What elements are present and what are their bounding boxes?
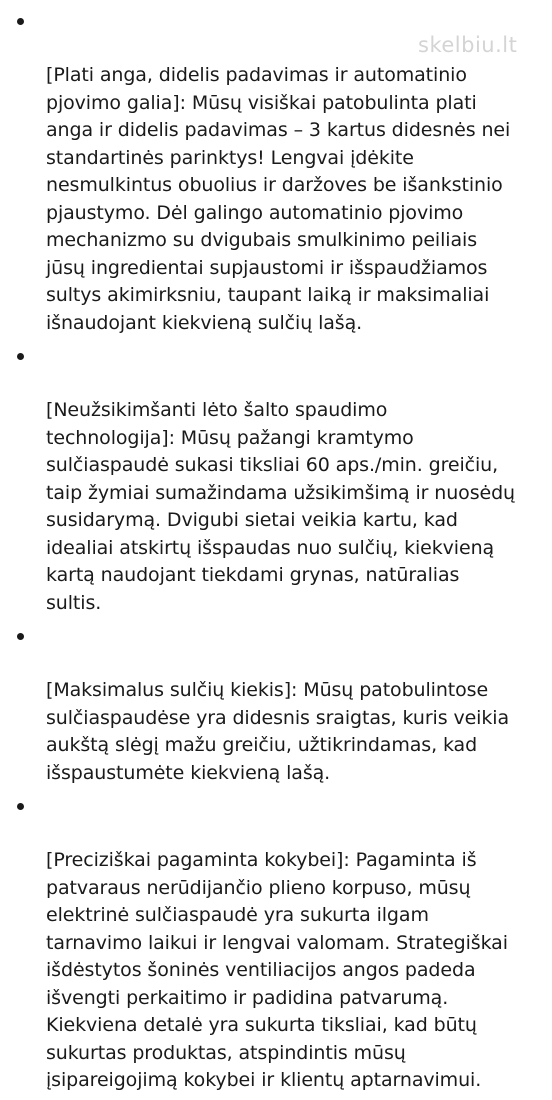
- list-item-text: [Neužsikimšanti lėto šalto spaudimo technologija]: Mūsų pažangi kramtymo sulčiaspaudė sukasi tiksliai 60 aps./min. greičiu, taip žymiai sumažindama užsikimšimą ir nuosėdų susidarymą. Dvigubi sietai veikia kartu, kad idealiai atskirtų išspaudas nuo sulčių, kiekvieną kartą naudojant tiekdami grynas, natūralias sultis.: [46, 399, 515, 614]
- list-item-quality: [0, 792, 552, 1095]
- bullet-dot-icon: [17, 353, 24, 360]
- list-item-max-yield: [0, 622, 552, 787]
- list-item-text: [Maksimalus sulčių kiekis]: Mūsų patobulintose sulčiaspaudėse yra didesnis sraigtas, kuris veikia aukštą slėgį mažu greičiu, užtikrindamas, kad išspaustumėte kiekvieną lašą.: [46, 679, 509, 784]
- list-item-cold-press: [0, 342, 552, 617]
- feature-bullet-list: [0, 7, 552, 1100]
- bullet-dot-icon: [17, 633, 24, 640]
- bullet-dot-icon: [17, 803, 24, 810]
- list-item-wide-chute: [0, 7, 552, 337]
- list-item-text: [Plati anga, didelis padavimas ir automatinio pjovimo galia]: Mūsų visiškai patobulinta plati anga ir didelis padavimas – 3 kartus didesnės nei standartinės parinktys! Lengvai įdėkite nesmulkintus obuolius ir daržoves be išankstinio pjaustymo. Dėl galingo automatinio pjovimo mechanizmo su dvigubais smulkinimo peiliais jūsų ingredientai supjaustomi ir išspaudžiamos sultys akimirksniu, taupant laiką ir maksimaliai išnaudojant kiekvieną sulčių lašą.: [46, 64, 511, 334]
- list-item-text: [Preciziškai pagaminta kokybei]: Pagaminta iš patvaraus nerūdijančio plieno korpuso, mūsų elektrinė sulčiaspaudė yra sukurta ilgam tarnavimo laikui ir lengvai valomam. Strategiškai išdėstytos šoninės ventiliacijos angos padeda išvengti perkaitimo ir padidina patvarumą. Kiekviena detalė yra sukurta tiksliai, kad būtų sukurtas produktas, atspindintis mūsų įsipareigojimą kokybei ir klientų aptarnavimui.: [46, 849, 508, 1091]
- watermark-logo: skelbiu.lt: [418, 33, 518, 57]
- bullet-dot-icon: [17, 18, 24, 25]
